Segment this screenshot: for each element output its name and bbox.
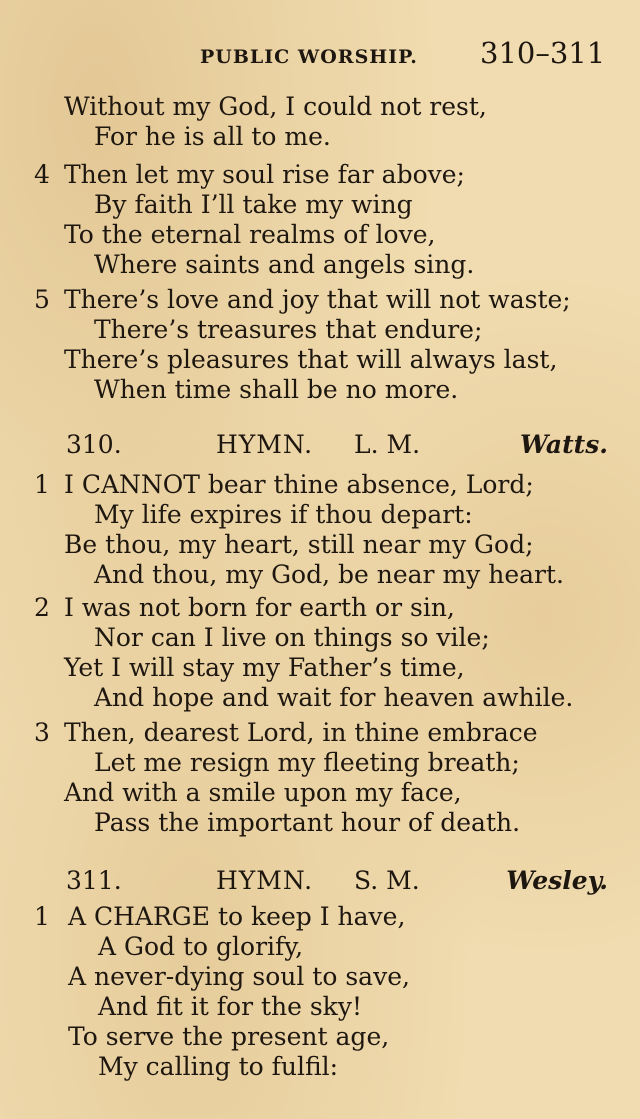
hymn-number: 311. [66, 866, 122, 895]
stanza-number: 1 [34, 902, 50, 931]
stanza-number: 1 [34, 470, 50, 499]
page-header [0, 36, 640, 76]
verse-line: Nor can I live on things so vile; [94, 623, 490, 652]
verse-line: A God to glorify, [98, 932, 304, 961]
verse-line: By faith I’ll take my wing [94, 190, 413, 219]
verse-line: A never-dying soul to save, [68, 962, 410, 991]
verse-line: And thou, my God, be near my heart. [94, 560, 564, 589]
stanza-number: 2 [34, 593, 50, 622]
verse-line: Then let my soul rise far above; [64, 160, 465, 189]
verse-line: And with a smile upon my face, [64, 778, 462, 807]
verse-line: Let me resign my fleeting breath; [94, 748, 520, 777]
verse-line: Then, dearest Lord, in thine embrace [64, 718, 538, 747]
verse-line: Where saints and angels sing. [94, 250, 475, 279]
verse-line: Pass the important hour of death. [94, 808, 521, 837]
hymn-311-heading [0, 866, 640, 900]
verse-line: To serve the present age, [68, 1022, 390, 1051]
verse-line: Without my God, I could not rest, [64, 92, 487, 121]
verse-line: There’s pleasures that will always last, [64, 345, 558, 374]
verse-line: There’s love and joy that will not waste; [64, 285, 571, 314]
hymn-number: 310. [66, 430, 122, 459]
verse-line: A CHARGE to keep I have, [68, 902, 406, 931]
verse-line: And fit it for the sky! [98, 992, 363, 1021]
verse-line: For he is all to me. [94, 122, 331, 151]
stanza-number: 5 [34, 285, 50, 314]
hymn-title: HYMN. [216, 430, 314, 459]
verse-line: My life expires if thou depart: [94, 500, 473, 529]
verse-line: My calling to fulfil: [98, 1052, 339, 1081]
verse-line: I CANNOT bear thine absence, Lord; [64, 470, 534, 499]
hymn-author: Watts. [520, 430, 608, 459]
hymn-title: HYMN. [216, 866, 314, 895]
hymn-meter: S. M. [354, 866, 420, 895]
hymn-310-heading [0, 430, 640, 464]
verse-line: I was not born for earth or sin, [64, 593, 455, 622]
verse-line: There’s treasures that endure; [94, 315, 483, 344]
stanza-number: 3 [34, 718, 50, 747]
verse-line: And hope and wait for heaven awhile. [94, 683, 574, 712]
page-numbers: 310–311 [480, 36, 606, 70]
verse-line: When time shall be no more. [94, 375, 459, 404]
hymn-meter: L. M. [354, 430, 421, 459]
verse-line: To the eternal realms of love, [64, 220, 436, 249]
stanza-number: 4 [34, 160, 50, 189]
running-title: PUBLIC WORSHIP. [200, 46, 418, 68]
verse-line: Be thou, my heart, still near my God; [64, 530, 534, 559]
verse-line: Yet I will stay my Father’s time, [64, 653, 465, 682]
hymn-author: Wesley. [506, 866, 608, 895]
